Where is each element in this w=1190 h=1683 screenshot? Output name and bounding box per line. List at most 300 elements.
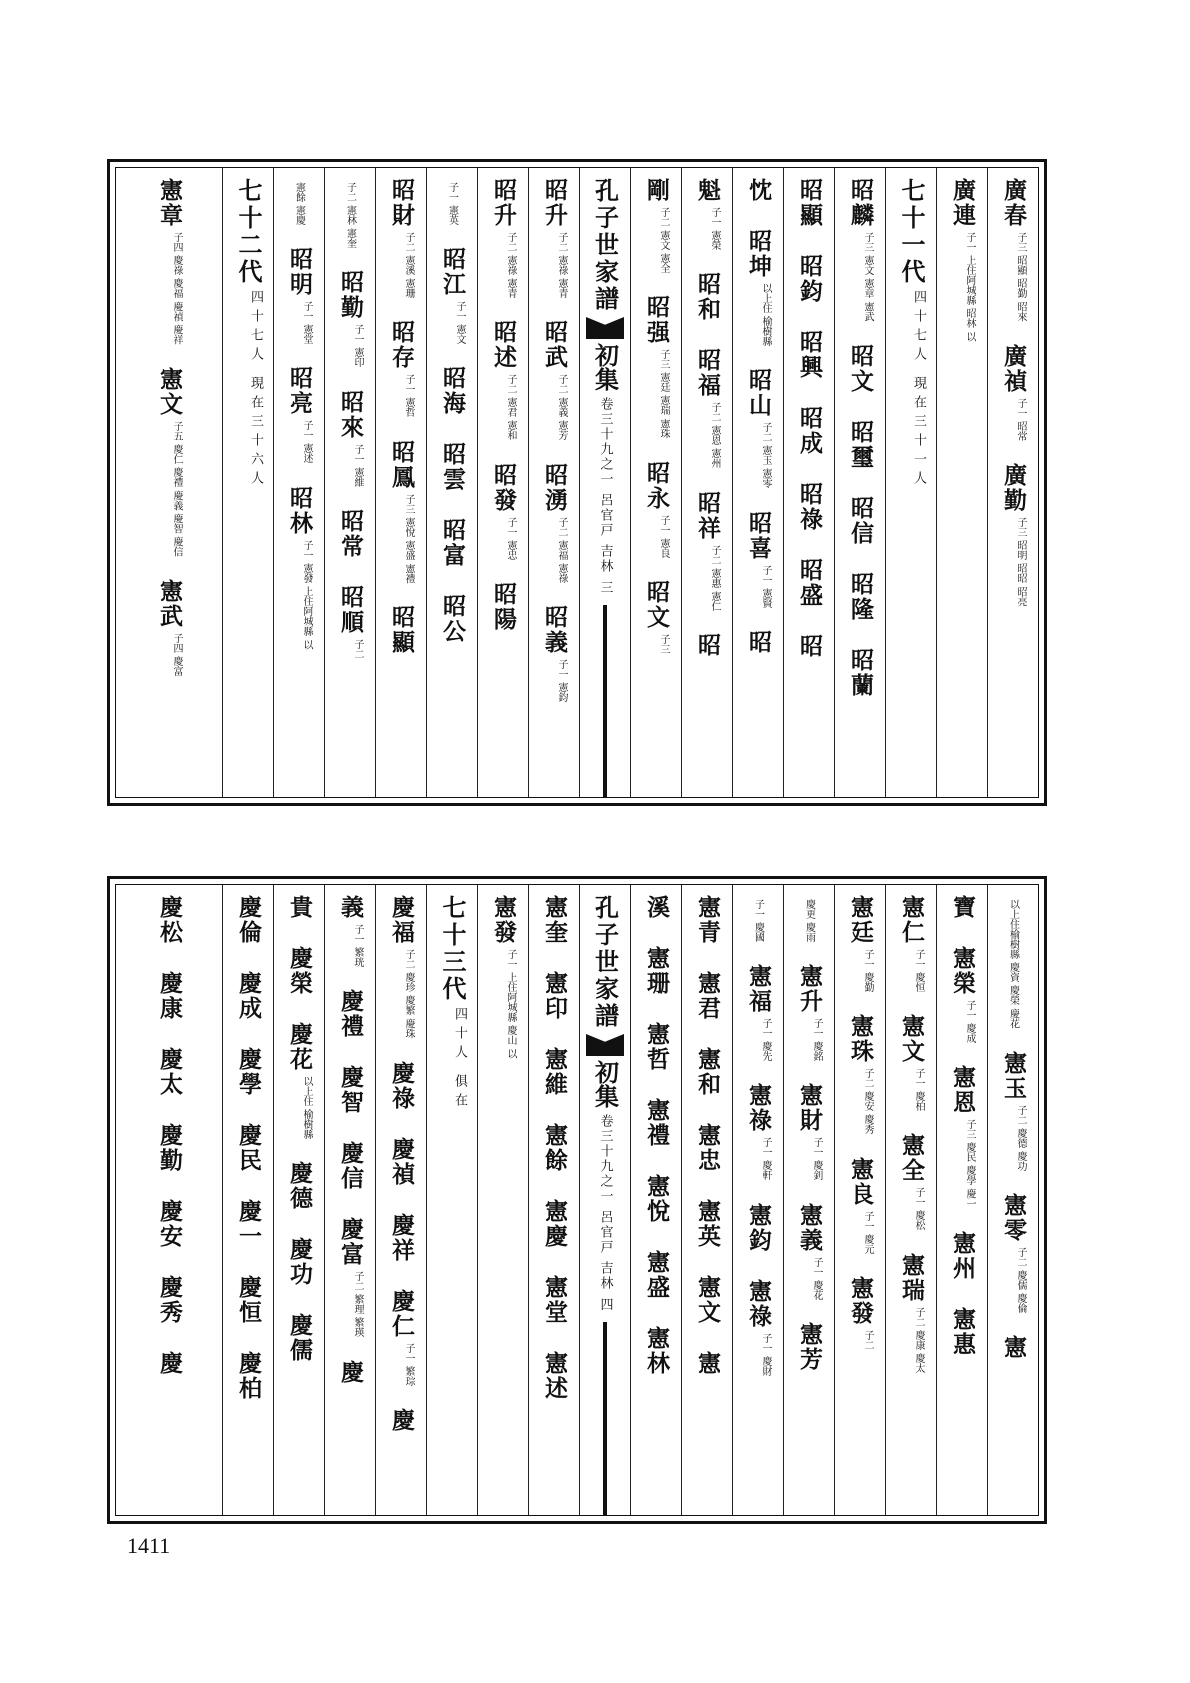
entry-name: 慶功 [286, 1237, 313, 1288]
entry-annotation: 子二 憲君 憲和 [505, 374, 516, 441]
entry-annotation: 子一 憲印 [352, 324, 363, 368]
genealogy-entry [156, 1123, 182, 1177]
genealogy-entry [1000, 1193, 1026, 1313]
genealogy-entry [541, 463, 567, 583]
entry-name: 憲忠 [694, 1123, 721, 1173]
center-rule [603, 1322, 607, 1515]
entry-name: 憲玉 [1000, 1050, 1027, 1101]
fishtail-mark-icon [586, 317, 624, 339]
entry-annotation: 子二 [352, 638, 363, 659]
center-title-column [579, 885, 630, 1515]
genealogy-entry [949, 895, 975, 924]
genealogy-entry [286, 1237, 312, 1291]
entry-name: 憲文 [898, 1014, 925, 1065]
genealogy-entry [745, 229, 771, 346]
genealogy-entry [694, 895, 720, 949]
entry-name: 慶禎 [388, 1136, 415, 1187]
genealogy-entry [337, 1217, 363, 1337]
entry-name: 憲堂 [541, 1275, 568, 1325]
entry-name: 憲文 [156, 366, 183, 417]
text-column [783, 885, 834, 1515]
genealogy-entry [847, 420, 873, 474]
entry-name: 昭來 [337, 389, 364, 440]
entry-name: 慶秀 [156, 1275, 183, 1325]
genealogy-entry [286, 1161, 312, 1215]
generation-heading [898, 178, 924, 490]
entry-annotation: 子二 慶德 慶功 [1015, 1104, 1026, 1171]
entry-annotation: 四十人 俱在 [452, 1007, 467, 1113]
entry-name: 慶儒 [286, 1313, 313, 1364]
text-column [116, 168, 222, 797]
entry-name: 昭富 [439, 518, 466, 569]
genealogy-entry [490, 320, 516, 440]
genealogy-entry [541, 1123, 567, 1177]
entry-name: 慶 [388, 1407, 415, 1433]
genealogy-entry [286, 1022, 312, 1139]
genealogy-entry [286, 366, 312, 463]
genealogy-entry [796, 330, 822, 384]
entry-annotation: 子二 憲祿 憲青 [556, 232, 567, 299]
entry-name: 憲發 [847, 1275, 874, 1326]
genealogy-entry [694, 633, 720, 662]
entry-name: 憲珠 [847, 1014, 874, 1065]
entry-annotation: 以上住 榆樹縣 [301, 1076, 312, 1140]
entry-name: 昭林 [286, 485, 313, 536]
genealogy-entry [796, 634, 822, 663]
text-column [936, 885, 987, 1515]
entry-name: 昭升 [541, 178, 568, 228]
entry-name: 溪 [643, 895, 670, 920]
entry-name: 昭江 [439, 247, 466, 298]
genealogy-entry [156, 1199, 182, 1253]
genealogy-entry [898, 895, 924, 992]
entry-annotation: 慶更 慶雨 [803, 899, 815, 943]
entry-name: 慶康 [156, 971, 183, 1021]
entry-name: 昭財 [388, 178, 415, 228]
entry-name: 昭山 [745, 368, 772, 419]
genealogy-entry [694, 1351, 720, 1380]
genealogy-entry [745, 1083, 771, 1180]
entry-annotation: 子一 慶先 [760, 1018, 771, 1062]
genealogy-entry [156, 1047, 182, 1101]
genealogy-entry [541, 971, 567, 1025]
genealogy-entry [337, 585, 363, 659]
entry-name: 昭亮 [286, 366, 313, 417]
genealogy-entry [235, 1047, 261, 1101]
entry-annotation: 子二 憲義 憲芳 [556, 374, 567, 441]
genealogy-entry [388, 440, 414, 584]
entry-name: 慶恒 [235, 1275, 262, 1325]
entry-name: 昭興 [796, 330, 823, 380]
entry-name: 慶榮 [286, 946, 313, 996]
text-column [987, 885, 1038, 1515]
chapter-caption: 卷三十九之一 呂官戸 吉林 四 [597, 1114, 613, 1313]
text-column [732, 885, 783, 1515]
genealogy-entry [294, 178, 305, 225]
entry-name: 憲仁 [898, 895, 925, 945]
genealogy-entry [337, 390, 363, 487]
entry-name: 昭信 [847, 495, 874, 546]
genealogy-entry [796, 254, 822, 308]
genealogy-entry [694, 178, 720, 250]
genealogy-entry [286, 895, 312, 924]
text-column [732, 168, 783, 797]
genealogy-entry [541, 320, 567, 440]
entry-name: 憲零 [1000, 1192, 1027, 1243]
genealogy-entry [949, 946, 975, 1043]
entry-annotation: 子一 繁琮 [403, 1342, 414, 1386]
entry-annotation: 四十七人 現在三十一人 [911, 290, 926, 491]
entry-name: 憲榮 [949, 946, 976, 996]
entry-annotation: 子一 慶財 [760, 1332, 771, 1376]
text-column [630, 168, 681, 797]
entry-name: 寶 [949, 895, 976, 920]
entry-name: 憲 [1000, 1335, 1027, 1361]
entry-annotation: 子三 慶民 慶學 慶一 [964, 1119, 975, 1209]
entry-name: 慶勤 [156, 1123, 183, 1173]
genealogy-entry [388, 1213, 414, 1267]
entry-name: 憲武 [156, 578, 183, 629]
genealogy-entry [439, 518, 465, 572]
genealogy-entry [745, 1279, 771, 1376]
text-column [528, 885, 579, 1515]
genealogy-entry [694, 348, 720, 468]
entry-name: 昭鈞 [796, 254, 823, 304]
entry-name: 貴 [286, 895, 313, 920]
text-column [222, 885, 273, 1515]
genealogy-entry [388, 1137, 414, 1191]
entry-name: 憲青 [694, 895, 721, 945]
genealogy-entry [337, 1065, 363, 1119]
text-column [375, 168, 426, 797]
entry-name: 昭存 [388, 320, 415, 371]
genealogy-entry [643, 1022, 669, 1076]
entry-annotation: 子一 憲堂 [301, 301, 312, 345]
page-number: 1411 [127, 1533, 171, 1558]
genealogy-entry [796, 1083, 822, 1180]
genealogy-entry [541, 895, 567, 949]
genealogy-entry [541, 1275, 567, 1329]
entry-annotation: 子一 慶勤 [862, 949, 873, 993]
entry-annotation: 子一 慶銘 [811, 1018, 822, 1062]
genealogy-entry [235, 971, 261, 1025]
entry-name: 昭雲 [439, 442, 466, 493]
entry-annotation: 子一 慶柏 [913, 1068, 924, 1112]
entry-annotation: 子一 慶軒 [760, 1137, 771, 1181]
entry-name: 慶信 [337, 1141, 364, 1192]
entry-name: 憲惠 [949, 1306, 976, 1357]
genealogy-entry [156, 367, 182, 557]
genealogy-entry [337, 1360, 363, 1389]
genealogy-entry [643, 1326, 669, 1380]
entry-annotation: 子一 上住阿城縣 昭林 以 [964, 232, 975, 342]
genealogy-entry [796, 482, 822, 536]
genealogy-entry [796, 406, 822, 460]
book-title: 孔子世家譜 [590, 895, 620, 1030]
entry-name: 慶福 [388, 895, 415, 945]
entry-name: 昭顯 [388, 605, 415, 656]
entry-annotation: 子二 憲文 憲全 [658, 207, 669, 274]
genealogy-entry [156, 1351, 182, 1380]
volume-label: 初集 [590, 1060, 620, 1108]
genealogy-entry [847, 344, 873, 398]
genealogy-entry [694, 1199, 720, 1253]
genealogy-entry [694, 971, 720, 1025]
entry-name: 昭永 [643, 460, 670, 511]
entry-annotation: 子二 憲玉 憲零 [760, 422, 771, 489]
genealogy-entry [694, 1123, 720, 1177]
volume-label: 初集 [590, 343, 620, 391]
genealogy-entry [490, 463, 516, 560]
entry-annotation: 子二 憲祿 憲青 [505, 232, 516, 299]
entry-name: 憲鈞 [745, 1202, 772, 1253]
entry-annotation: 子二 憲福 憲祿 [556, 516, 567, 584]
entry-name: 昭顯 [796, 178, 823, 228]
entry-name: 昭麟 [847, 178, 874, 228]
entry-annotation: 子二 憲林 憲奎 [344, 182, 356, 249]
text-column [630, 885, 681, 1515]
entry-annotation: 子一 憲述 [301, 420, 312, 464]
entry-annotation: 子三 昭明 昭昭 昭亮 [1015, 516, 1026, 607]
entry-name: 憲林 [643, 1326, 670, 1376]
genealogy-entry [439, 366, 465, 420]
entry-annotation: 子五 慶仁 慶禮 慶義 慶智 慶信 [171, 420, 182, 557]
entry-name: 廣禎 [1000, 343, 1027, 394]
genealogy-page-top [107, 159, 1047, 806]
text-column [783, 168, 834, 797]
entry-name: 昭勤 [337, 270, 364, 321]
entry-name: 慶安 [156, 1199, 183, 1249]
entry-name: 慶成 [235, 971, 262, 1021]
genealogy-entry [286, 486, 312, 650]
entry-name: 忱 [745, 178, 772, 203]
entry-name: 昭成 [796, 406, 823, 456]
text-column [987, 168, 1038, 797]
entry-annotation: 子一 憲鈞 [556, 659, 567, 703]
genealogy-entry [643, 1174, 669, 1228]
entry-name: 魁 [694, 178, 721, 203]
entry-annotation: 子一 上住阿城縣 慶山 以 [505, 949, 516, 1059]
genealogy-entry [949, 1231, 975, 1285]
genealogy-entry [898, 1133, 924, 1230]
columns-bottom [116, 885, 1038, 1515]
entry-name: 憲祿 [745, 1083, 772, 1134]
entry-name: 昭喜 [745, 510, 772, 561]
text-column [936, 168, 987, 797]
entry-name: 昭文 [643, 580, 670, 631]
entry-annotation: 子一 憲哲 [403, 374, 414, 418]
genealogy-entry [337, 895, 363, 967]
text-column [426, 885, 477, 1515]
genealogy-entry [1008, 895, 1019, 1029]
genealogy-entry [388, 1061, 414, 1115]
genealogy-entry [235, 1275, 261, 1329]
entry-name: 慶松 [156, 895, 183, 945]
generation-heading [439, 895, 465, 1112]
text-column [273, 168, 324, 797]
genealogy-entry [541, 605, 567, 702]
entry-name: 昭 [745, 629, 772, 655]
entry-annotation: 子一 繁珖 [352, 924, 363, 968]
entry-annotation: 子一 憲賢 [760, 564, 771, 608]
genealogy-entry [337, 270, 363, 367]
genealogy-entry [156, 1275, 182, 1329]
genealogy-entry [847, 895, 873, 992]
entry-annotation: 子二 憲溪 憲珊 [403, 232, 414, 299]
entry-name: 昭公 [439, 594, 466, 645]
entry-name: 憲恩 [949, 1065, 976, 1116]
genealogy-entry [643, 1250, 669, 1304]
genealogy-entry [541, 1351, 567, 1405]
genealogy-entry [490, 582, 516, 636]
text-column [528, 168, 579, 797]
genealogy-entry [1000, 463, 1026, 607]
entry-name: 慶花 [286, 1022, 313, 1072]
genealogy-entry [439, 442, 465, 496]
entry-annotation: 憲餘 憲慶 [293, 182, 305, 226]
genealogy-entry [694, 491, 720, 611]
chapter-caption: 卷三十九之一 呂官戸 吉林 三 [597, 397, 613, 596]
genealogy-entry [804, 895, 815, 942]
entry-name: 慶太 [156, 1047, 183, 1097]
entry-name: 昭升 [490, 178, 517, 228]
genealogy-entry [286, 1313, 312, 1367]
entry-annotation: 子四 慶祿 慶福 慶禎 慶祥 [171, 232, 182, 345]
genealogy-entry [388, 1408, 414, 1437]
entry-name: 憲全 [898, 1133, 925, 1184]
genealogy-entry [388, 895, 414, 1039]
entry-annotation: 子三 憲廷 憲瑞 憲珠 [658, 349, 669, 439]
entry-name: 廣春 [1000, 178, 1027, 228]
entry-name: 慶民 [235, 1123, 262, 1173]
entry-annotation: 子一 憲榮 [709, 207, 720, 251]
entry-name: 昭隆 [847, 571, 874, 622]
entry-name: 憲君 [694, 971, 721, 1021]
entry-name: 昭盛 [796, 558, 823, 608]
genealogy-entry [235, 1123, 261, 1177]
entry-annotation: 子二 慶康 慶太 [913, 1306, 924, 1373]
entry-name: 憲維 [541, 1047, 568, 1097]
genealogy-entry [388, 1289, 414, 1386]
entry-name: 昭福 [694, 348, 721, 399]
entry-annotation: 子一 慶花 [811, 1256, 822, 1300]
entry-annotation: 子一 慶恒 [913, 949, 924, 993]
genealogy-entry [1000, 1335, 1026, 1364]
entry-name: 昭明 [286, 247, 313, 298]
entry-name: 廣勤 [1000, 462, 1027, 513]
entry-name: 昭 [796, 634, 823, 659]
entry-annotation: 子一 憲文 [454, 301, 465, 345]
genealogy-entry [847, 178, 873, 322]
entry-name: 憲述 [541, 1351, 568, 1401]
entry-name: 憲悅 [643, 1174, 670, 1224]
genealogy-entry [337, 1141, 363, 1195]
entry-name: 慶 [337, 1359, 364, 1385]
entry-annotation: 子二 慶儒 慶倫 [1015, 1246, 1026, 1314]
genealogy-entry [643, 946, 669, 1000]
text-column [834, 885, 885, 1515]
text-column [222, 168, 273, 797]
entry-name: 昭湧 [541, 462, 568, 513]
genealogy-entry [286, 946, 312, 1000]
genealogy-entry [643, 1098, 669, 1152]
entry-name: 昭海 [439, 366, 466, 417]
genealogy-entry [1000, 344, 1026, 441]
text-column [116, 885, 222, 1515]
entry-name: 昭强 [643, 295, 670, 346]
text-column [477, 885, 528, 1515]
genealogy-entry [541, 178, 567, 298]
entry-name: 慶祿 [388, 1060, 415, 1111]
entry-annotation: 子一 慶松 [913, 1187, 924, 1231]
genealogy-entry [439, 594, 465, 648]
genealogy-entry [847, 572, 873, 626]
entry-name: 憲發 [490, 895, 517, 945]
entry-annotation: 子三 [658, 634, 669, 655]
entry-name: 憲和 [694, 1047, 721, 1097]
genealogy-entry [643, 295, 669, 439]
entry-name: 昭祿 [796, 482, 823, 532]
genealogy-entry [694, 272, 720, 326]
entry-name: 憲奎 [541, 895, 568, 945]
genealogy-entry [235, 895, 261, 949]
genealogy-entry [847, 648, 873, 702]
entry-name: 憲盛 [643, 1250, 670, 1300]
genealogy-entry [156, 178, 182, 345]
entry-name: 慶仁 [388, 1288, 415, 1339]
entry-annotation: 子二 慶珍 慶繁 慶珠 [403, 949, 414, 1039]
entry-name: 昭和 [694, 272, 721, 323]
generation-heading [235, 178, 261, 490]
entry-annotation: 子一 昭常 [1015, 397, 1026, 441]
entry-annotation: 子三 昭顯 昭勤 昭來 [1015, 232, 1026, 322]
genealogy-entry [643, 461, 669, 558]
genealogy-entry [796, 1322, 822, 1376]
entry-name: 憲廷 [847, 895, 874, 945]
genealogy-entry [286, 247, 312, 344]
entry-name: 憲珊 [643, 946, 670, 996]
entry-annotation: 子一 憲維 [352, 443, 363, 487]
genealogy-entry [643, 178, 669, 273]
entry-name: 憲印 [541, 971, 568, 1021]
entry-name: 昭 [694, 632, 721, 658]
entry-annotation: 以上住 榆樹縣 [760, 283, 771, 347]
genealogy-entry [388, 178, 414, 298]
columns-top [116, 168, 1038, 797]
text-column [273, 885, 324, 1515]
entry-annotation: 四十七人 現在三十六人 [248, 290, 263, 491]
entry-annotation: 子一 憲英 [446, 182, 458, 226]
entry-annotation: 子二 繁理 繁瑛 [352, 1271, 363, 1338]
entry-name: 憲瑞 [898, 1252, 925, 1303]
genealogy-entry [447, 178, 458, 225]
entry-name: 昭坤 [745, 229, 772, 279]
entry-name: 剛 [643, 178, 670, 203]
genealogy-entry [156, 971, 182, 1025]
genealogy-entry [847, 1157, 873, 1254]
entry-name: 廣連 [949, 178, 976, 228]
entry-name: 慶禮 [337, 989, 364, 1040]
genealogy-entry [753, 895, 764, 942]
entry-annotation: 子一 慶元 [862, 1210, 873, 1254]
center-rule [603, 605, 607, 797]
entry-name: 憲慶 [541, 1199, 568, 1249]
entry-name: 憲良 [847, 1156, 874, 1207]
genealogy-entry [337, 989, 363, 1043]
genealogy-entry [745, 178, 771, 207]
entry-name: 憲哲 [643, 1022, 670, 1072]
entry-name: 憲祿 [745, 1278, 772, 1329]
